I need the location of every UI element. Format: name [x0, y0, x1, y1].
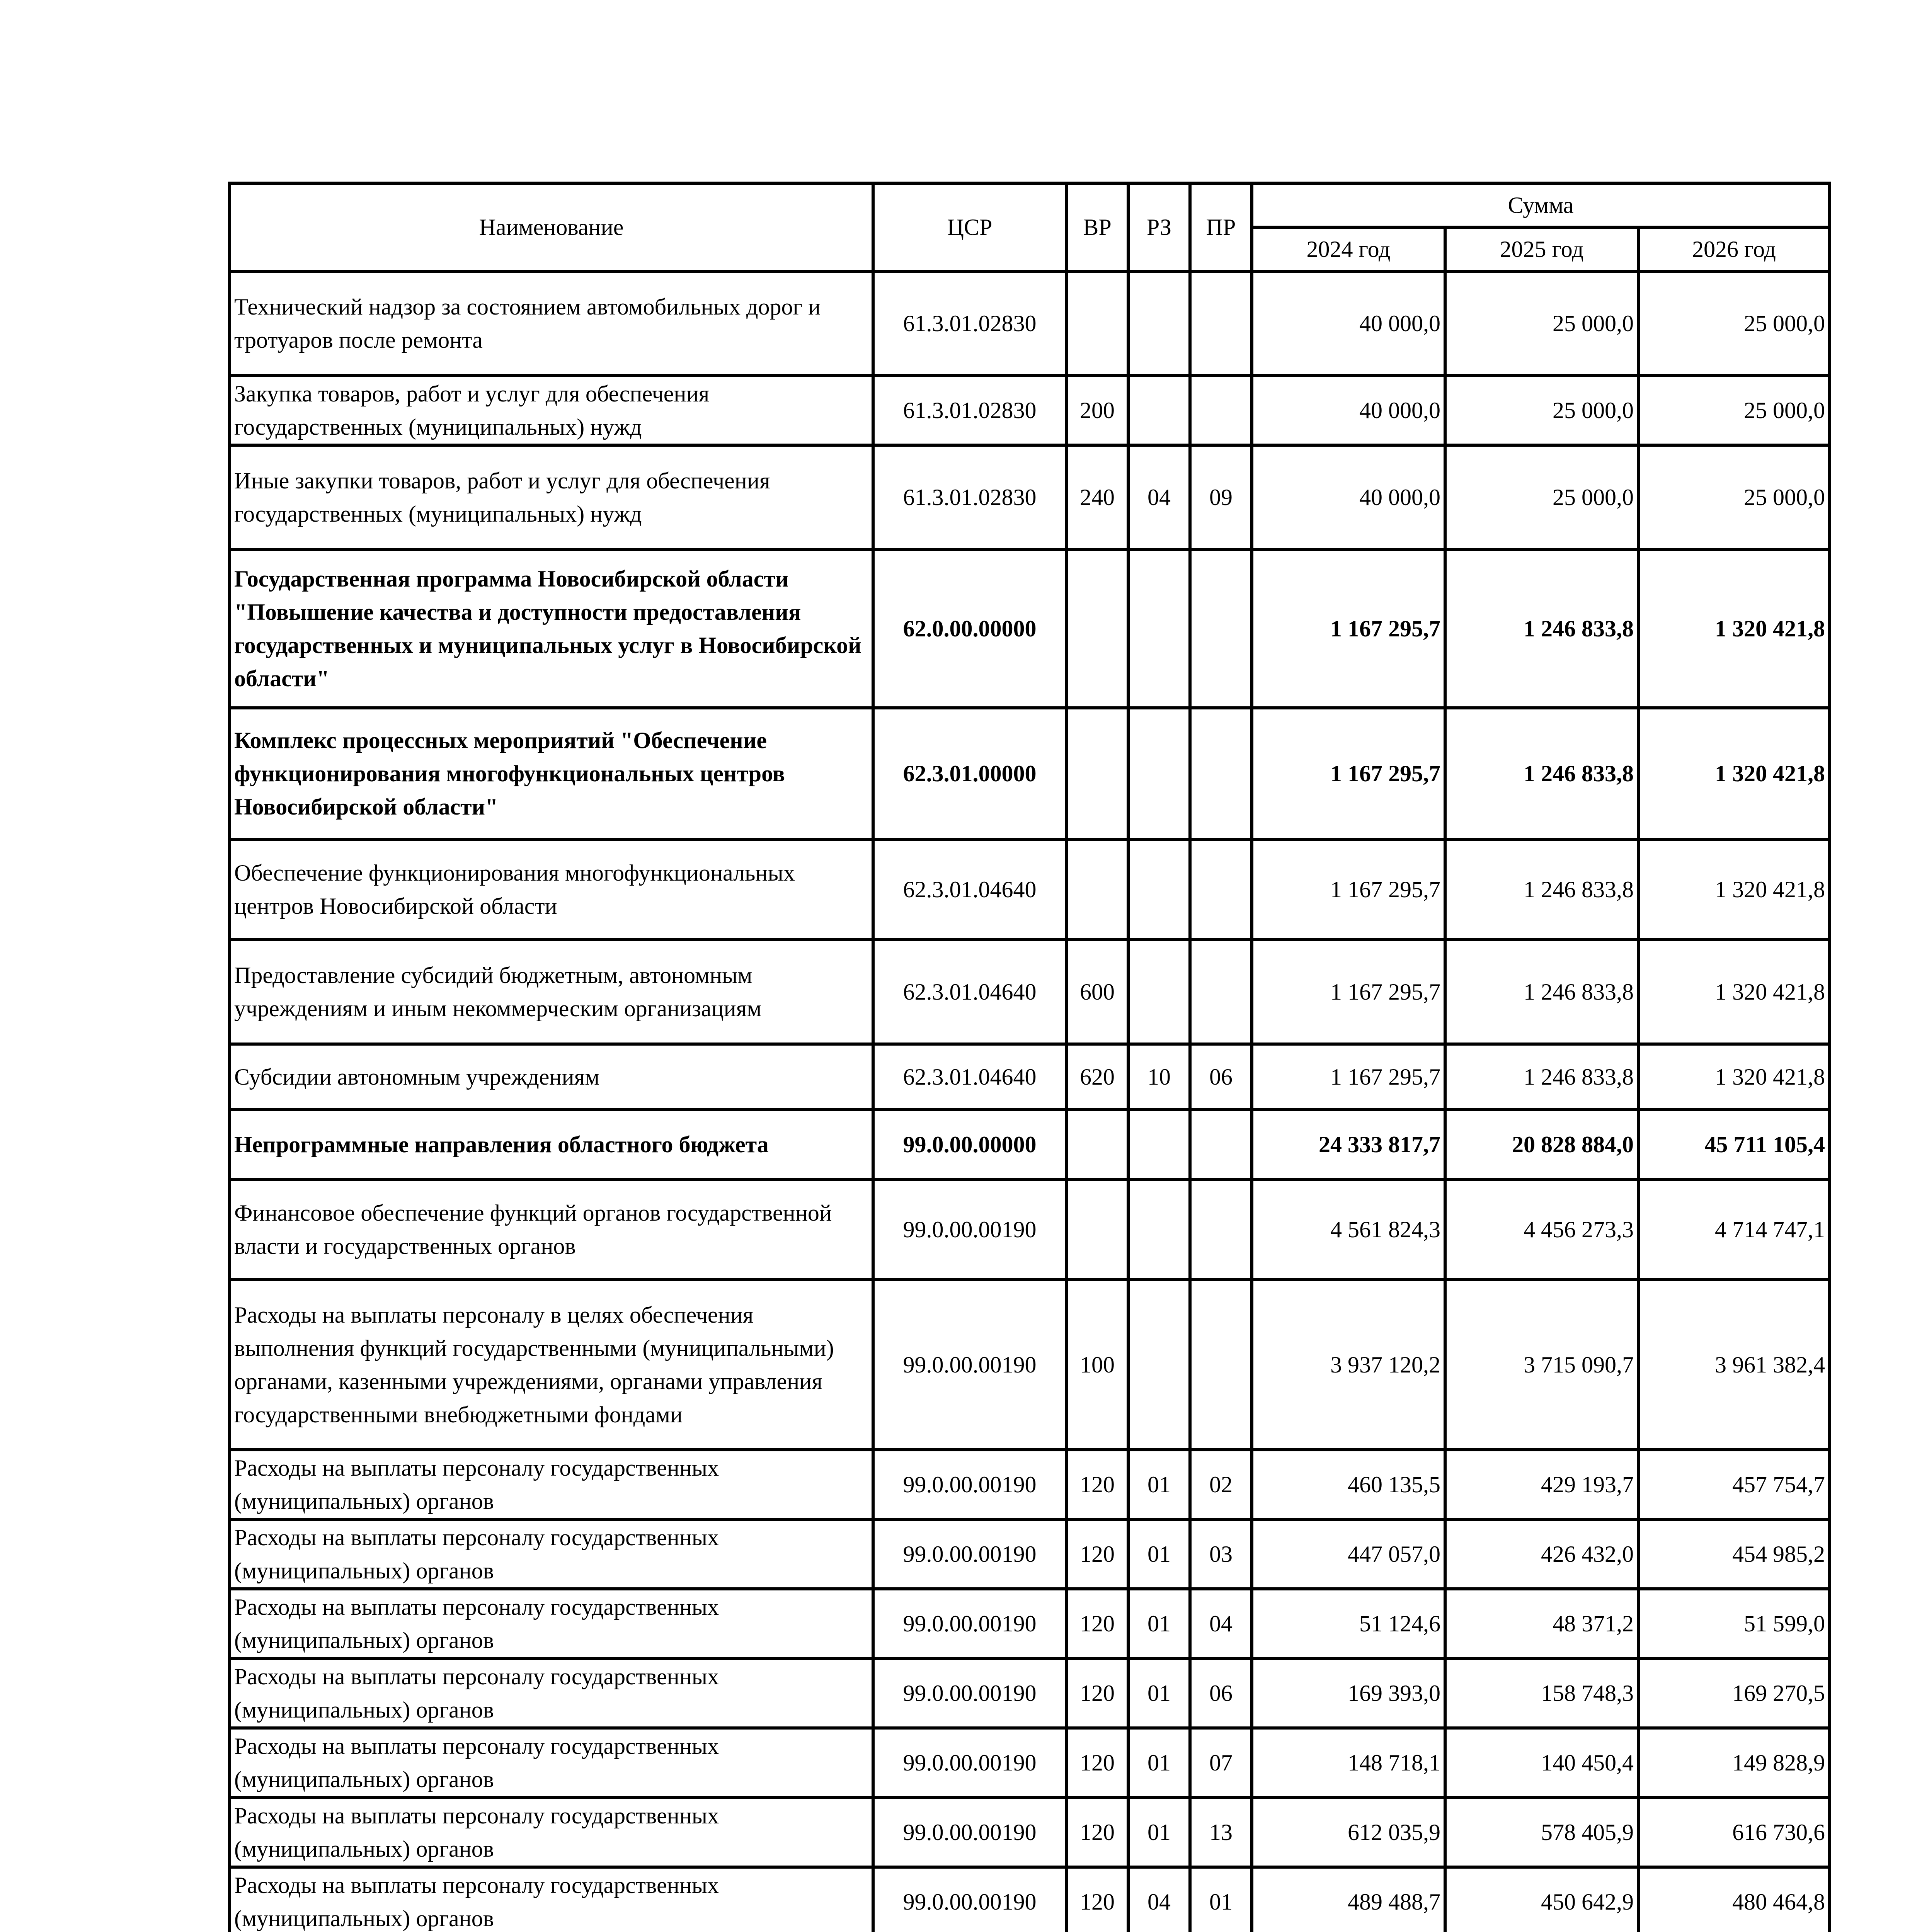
row-amount-2024: 1 167 295,7 — [1252, 839, 1445, 940]
row-amount-2025: 1 246 833,8 — [1445, 549, 1638, 708]
row-name: Расходы на выплаты персоналу в целях обеспечения выполнения функций государственными (муниципальными) органами, казенными учреждениями, органами управления государственными внебюджетными фондами — [230, 1280, 873, 1450]
row-vr: 120 — [1066, 1450, 1128, 1519]
row-csr: 62.0.00.00000 — [873, 549, 1066, 708]
row-amount-2026: 25 000,0 — [1638, 376, 1830, 445]
row-rz: 01 — [1128, 1450, 1190, 1519]
row-csr: 99.0.00.00190 — [873, 1450, 1066, 1519]
row-amount-2024: 40 000,0 — [1252, 445, 1445, 549]
row-rz: 04 — [1128, 445, 1190, 549]
row-rz — [1128, 271, 1190, 376]
row-rz — [1128, 549, 1190, 708]
row-name: Расходы на выплаты персоналу государственных (муниципальных) органов — [230, 1867, 873, 1932]
header-name: Наименование — [230, 183, 873, 271]
header-vr: ВР — [1066, 183, 1128, 271]
table-row — [230, 1179, 1830, 1280]
row-csr: 99.0.00.00190 — [873, 1589, 1066, 1658]
row-amount-2026: 1 320 421,8 — [1638, 940, 1830, 1044]
row-csr: 62.3.01.00000 — [873, 708, 1066, 839]
row-pr: 07 — [1190, 1728, 1252, 1798]
row-rz: 04 — [1128, 1867, 1190, 1932]
row-pr — [1190, 549, 1252, 708]
row-amount-2024: 1 167 295,7 — [1252, 549, 1445, 708]
row-vr: 120 — [1066, 1728, 1128, 1798]
row-amount-2025: 158 748,3 — [1445, 1658, 1638, 1728]
row-rz: 01 — [1128, 1589, 1190, 1658]
row-amount-2026: 480 464,8 — [1638, 1867, 1830, 1932]
row-name: Обеспечение функционирования многофункциональных центров Новосибирской области — [230, 839, 873, 940]
row-name: Закупка товаров, работ и услуг для обеспечения государственных (муниципальных) нужд — [230, 376, 873, 445]
row-vr: 120 — [1066, 1798, 1128, 1867]
row-amount-2025: 1 246 833,8 — [1445, 839, 1638, 940]
table-row — [230, 1044, 1830, 1110]
row-pr: 01 — [1190, 1867, 1252, 1932]
row-vr — [1066, 1179, 1128, 1280]
row-amount-2026: 25 000,0 — [1638, 271, 1830, 376]
header-year-2026: 2026 год — [1638, 227, 1830, 271]
table-row — [230, 708, 1830, 839]
row-rz — [1128, 940, 1190, 1044]
row-rz — [1128, 1280, 1190, 1450]
row-amount-2025: 429 193,7 — [1445, 1450, 1638, 1519]
row-vr: 600 — [1066, 940, 1128, 1044]
row-vr: 120 — [1066, 1658, 1128, 1728]
table-row — [230, 839, 1830, 940]
row-pr: 06 — [1190, 1658, 1252, 1728]
row-rz: 01 — [1128, 1519, 1190, 1589]
table-row — [230, 1589, 1830, 1658]
row-name: Субсидии автономным учреждениям — [230, 1044, 873, 1110]
row-csr: 61.3.01.02830 — [873, 271, 1066, 376]
row-amount-2024: 169 393,0 — [1252, 1658, 1445, 1728]
budget-table — [228, 182, 1831, 1932]
row-amount-2026: 457 754,7 — [1638, 1450, 1830, 1519]
row-pr — [1190, 376, 1252, 445]
row-name: Расходы на выплаты персоналу государственных (муниципальных) органов — [230, 1450, 873, 1519]
row-csr: 61.3.01.02830 — [873, 445, 1066, 549]
row-amount-2024: 40 000,0 — [1252, 271, 1445, 376]
row-vr: 120 — [1066, 1867, 1128, 1932]
row-csr: 99.0.00.00190 — [873, 1519, 1066, 1589]
row-name: Иные закупки товаров, работ и услуг для обеспечения государственных (муниципальных) нужд — [230, 445, 873, 549]
row-amount-2026: 51 599,0 — [1638, 1589, 1830, 1658]
row-csr: 62.3.01.04640 — [873, 940, 1066, 1044]
row-vr: 120 — [1066, 1589, 1128, 1658]
row-amount-2025: 426 432,0 — [1445, 1519, 1638, 1589]
row-pr: 03 — [1190, 1519, 1252, 1589]
row-rz — [1128, 839, 1190, 940]
row-pr — [1190, 708, 1252, 839]
row-rz: 10 — [1128, 1044, 1190, 1110]
row-pr — [1190, 1179, 1252, 1280]
row-csr: 99.0.00.00190 — [873, 1280, 1066, 1450]
header-sum: Сумма — [1252, 183, 1830, 227]
row-csr: 61.3.01.02830 — [873, 376, 1066, 445]
row-name: Государственная программа Новосибирской области "Повышение качества и доступности предоставления государственных и муниципальных услуг в Новосибирской области" — [230, 549, 873, 708]
row-name: Непрограммные направления областного бюджета — [230, 1110, 873, 1179]
row-amount-2024: 24 333 817,7 — [1252, 1110, 1445, 1179]
row-amount-2026: 25 000,0 — [1638, 445, 1830, 549]
row-csr: 62.3.01.04640 — [873, 839, 1066, 940]
row-pr — [1190, 1110, 1252, 1179]
row-amount-2026: 1 320 421,8 — [1638, 1044, 1830, 1110]
row-pr: 02 — [1190, 1450, 1252, 1519]
row-rz: 01 — [1128, 1728, 1190, 1798]
row-name: Финансовое обеспечение функций органов государственной власти и государственных органов — [230, 1179, 873, 1280]
row-pr: 09 — [1190, 445, 1252, 549]
row-vr — [1066, 708, 1128, 839]
row-amount-2024: 612 035,9 — [1252, 1798, 1445, 1867]
row-amount-2025: 1 246 833,8 — [1445, 708, 1638, 839]
row-amount-2025: 1 246 833,8 — [1445, 940, 1638, 1044]
table-row — [230, 1728, 1830, 1798]
row-rz — [1128, 708, 1190, 839]
row-rz — [1128, 376, 1190, 445]
row-vr — [1066, 1110, 1128, 1179]
header-year-2025: 2025 год — [1445, 227, 1638, 271]
row-amount-2026: 454 985,2 — [1638, 1519, 1830, 1589]
row-amount-2026: 1 320 421,8 — [1638, 708, 1830, 839]
row-csr: 99.0.00.00190 — [873, 1658, 1066, 1728]
row-pr: 06 — [1190, 1044, 1252, 1110]
row-amount-2025: 578 405,9 — [1445, 1798, 1638, 1867]
table-row — [230, 445, 1830, 549]
row-vr: 240 — [1066, 445, 1128, 549]
table-row — [230, 940, 1830, 1044]
row-amount-2026: 45 711 105,4 — [1638, 1110, 1830, 1179]
table-row — [230, 549, 1830, 708]
row-amount-2025: 1 246 833,8 — [1445, 1044, 1638, 1110]
row-vr: 100 — [1066, 1280, 1128, 1450]
row-amount-2024: 40 000,0 — [1252, 376, 1445, 445]
row-name: Расходы на выплаты персоналу государственных (муниципальных) органов — [230, 1798, 873, 1867]
row-amount-2026: 4 714 747,1 — [1638, 1179, 1830, 1280]
table-row — [230, 271, 1830, 376]
row-pr — [1190, 839, 1252, 940]
row-name: Расходы на выплаты персоналу государственных (муниципальных) органов — [230, 1658, 873, 1728]
row-rz: 01 — [1128, 1658, 1190, 1728]
row-name: Расходы на выплаты персоналу государственных (муниципальных) органов — [230, 1519, 873, 1589]
row-amount-2026: 169 270,5 — [1638, 1658, 1830, 1728]
row-csr: 99.0.00.00190 — [873, 1867, 1066, 1932]
header-csr: ЦСР — [873, 183, 1066, 271]
table-row — [230, 376, 1830, 445]
row-csr: 99.0.00.00190 — [873, 1798, 1066, 1867]
row-amount-2025: 140 450,4 — [1445, 1728, 1638, 1798]
row-amount-2024: 1 167 295,7 — [1252, 1044, 1445, 1110]
table-row — [230, 1867, 1830, 1932]
row-amount-2024: 447 057,0 — [1252, 1519, 1445, 1589]
table-body — [230, 271, 1830, 1932]
row-csr: 99.0.00.00000 — [873, 1110, 1066, 1179]
row-amount-2024: 3 937 120,2 — [1252, 1280, 1445, 1450]
row-amount-2025: 25 000,0 — [1445, 376, 1638, 445]
row-amount-2026: 149 828,9 — [1638, 1728, 1830, 1798]
row-amount-2026: 1 320 421,8 — [1638, 839, 1830, 940]
row-amount-2025: 4 456 273,3 — [1445, 1179, 1638, 1280]
row-amount-2024: 1 167 295,7 — [1252, 940, 1445, 1044]
row-amount-2025: 450 642,9 — [1445, 1867, 1638, 1932]
header-pr: ПР — [1190, 183, 1252, 271]
row-name: Предоставление субсидий бюджетным, автономным учреждениям и иным некоммерческим организациям — [230, 940, 873, 1044]
row-rz: 01 — [1128, 1798, 1190, 1867]
row-pr: 13 — [1190, 1798, 1252, 1867]
row-name: Комплекс процессных мероприятий "Обеспечение функционирования многофункциональных центров Новосибирской области" — [230, 708, 873, 839]
row-vr — [1066, 549, 1128, 708]
row-amount-2026: 616 730,6 — [1638, 1798, 1830, 1867]
row-amount-2025: 48 371,2 — [1445, 1589, 1638, 1658]
table-row — [230, 1450, 1830, 1519]
row-csr: 99.0.00.00190 — [873, 1728, 1066, 1798]
row-rz — [1128, 1110, 1190, 1179]
row-amount-2026: 1 320 421,8 — [1638, 549, 1830, 708]
row-amount-2024: 460 135,5 — [1252, 1450, 1445, 1519]
table-header — [230, 183, 1830, 271]
header-year-2024: 2024 год — [1252, 227, 1445, 271]
row-name: Технический надзор за состоянием автомобильных дорог и тротуаров после ремонта — [230, 271, 873, 376]
row-pr — [1190, 271, 1252, 376]
row-amount-2024: 148 718,1 — [1252, 1728, 1445, 1798]
row-vr: 200 — [1066, 376, 1128, 445]
row-amount-2026: 3 961 382,4 — [1638, 1280, 1830, 1450]
row-amount-2025: 25 000,0 — [1445, 271, 1638, 376]
table-row — [230, 1280, 1830, 1450]
row-vr: 620 — [1066, 1044, 1128, 1110]
table-row — [230, 1798, 1830, 1867]
row-pr — [1190, 940, 1252, 1044]
row-amount-2025: 25 000,0 — [1445, 445, 1638, 549]
table-row — [230, 1110, 1830, 1179]
row-vr: 120 — [1066, 1519, 1128, 1589]
row-amount-2025: 3 715 090,7 — [1445, 1280, 1638, 1450]
table-row — [230, 1519, 1830, 1589]
row-amount-2024: 51 124,6 — [1252, 1589, 1445, 1658]
row-csr: 99.0.00.00190 — [873, 1179, 1066, 1280]
table-row — [230, 1658, 1830, 1728]
row-name: Расходы на выплаты персоналу государственных (муниципальных) органов — [230, 1728, 873, 1798]
row-vr — [1066, 839, 1128, 940]
row-amount-2025: 20 828 884,0 — [1445, 1110, 1638, 1179]
row-csr: 62.3.01.04640 — [873, 1044, 1066, 1110]
row-amount-2024: 4 561 824,3 — [1252, 1179, 1445, 1280]
row-pr: 04 — [1190, 1589, 1252, 1658]
row-pr — [1190, 1280, 1252, 1450]
row-rz — [1128, 1179, 1190, 1280]
row-vr — [1066, 271, 1128, 376]
row-amount-2024: 489 488,7 — [1252, 1867, 1445, 1932]
row-amount-2024: 1 167 295,7 — [1252, 708, 1445, 839]
row-name: Расходы на выплаты персоналу государственных (муниципальных) органов — [230, 1589, 873, 1658]
header-rz: РЗ — [1128, 183, 1190, 271]
